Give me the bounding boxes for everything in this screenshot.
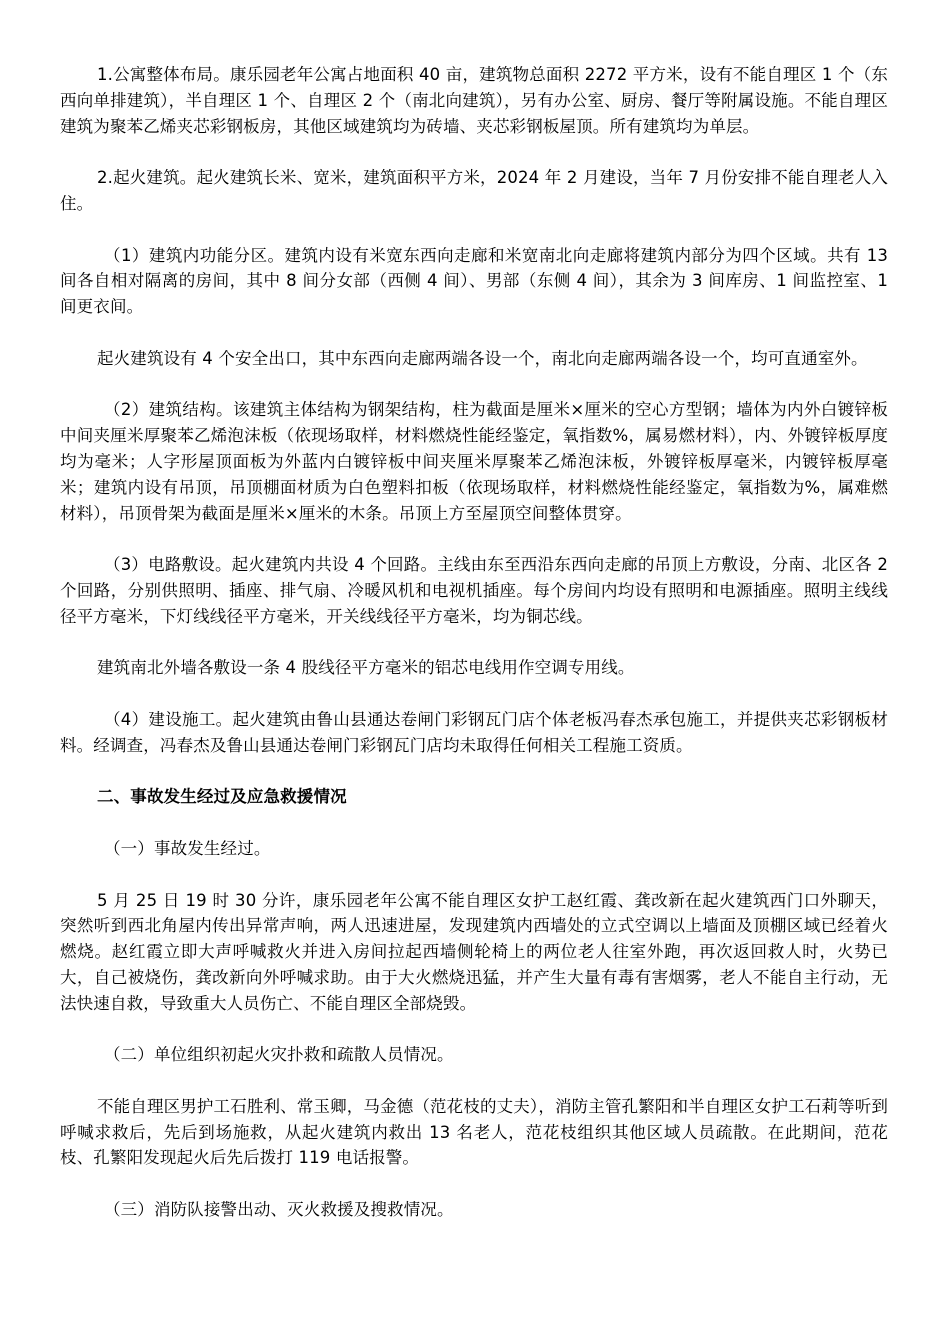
paragraph-accident-process: 5 月 25 日 19 时 30 分许，康乐园老年公寓不能自理区女护工赵红霞、龚改新在起火建筑西门口外聊天，突然听到西北角屋内传出异常声响，两人迅速进屋，发现建筑内西墙处的立式空调以上墙面及顶棚区域已经着火燃烧。赵红霞立即大声呼喊救火并进入房间拉起西墙侧轮椅上的两位老人往室外跑，再次返回救人时，火势已大，自己被烧伤，龚改新向外呼喊求助。由于大火燃烧迅猛，并产生大量有毒有害烟雾，老人不能自主行动，无法快速自救，导致重大人员伤亡、不能自理区全部烧毁。 — [60, 890, 888, 1013]
paragraph-overall-layout: 1.公寓整体布局。康乐园老年公寓占地面积 40 亩，建筑物总面积 2272 平方米，设有不能自理区 1 个（东西向单排建筑），半自理区 1 个、自理区 2 个（南北向建筑），另有办公室、厨房、餐厅等附属设施。不能自理区建筑为聚苯乙烯夹芯彩钢板房，其他区域建筑均为砖墙、夹芯彩钢板屋顶。所有建筑均为单层。 — [60, 65, 888, 136]
document-page — [60, 62, 888, 1249]
paragraph-functional-zones: （1）建筑内功能分区。建筑内设有米宽东西向走廊和米宽南北向走廊将建筑内部分为四个区域。共有 13 间各自相对隔离的房间，其中 8 间分女部（西侧 4 间）、男部（东侧 4 间），其余为 3 间库房、1 间监控室、1 间更衣间。 — [60, 245, 888, 317]
paragraph-construction: （4）建设施工。起火建筑由鲁山县通达卷闸门彩钢瓦门店个体老板冯春杰承包施工，并提供夹芯彩钢板材料。经调查，冯春杰及鲁山县通达卷闸门彩钢瓦门店均未取得任何相关工程施工资质。 — [60, 709, 888, 755]
subheading-initial-response: （二）单位组织初起火灾扑救和疏散人员情况。 — [104, 1045, 454, 1065]
section-heading-accident: 二、事故发生经过及应急救援情况 — [97, 787, 347, 807]
subheading-fire-rescue: （三）消防队接警出动、灭火救援及搜救情况。 — [104, 1200, 454, 1220]
paragraph-ac-wiring: 建筑南北外墙各敷设一条 4 股线径平方毫米的铝芯电线用作空调专用线。 — [97, 658, 635, 678]
paragraph-initial-response: 不能自理区男护工石胜利、常玉卿，马金德（范花枝的丈夫），消防主管孔繁阳和半自理区女护工石莉等听到呼喊求救后，先后到场施救，从起火建筑内救出 13 名老人，范花枝组织其他区域人员疏散。在此期间，范花枝、孔繁阳发现起火后先后拨打 119 电话报警。 — [60, 1096, 888, 1168]
paragraph-building-structure: （2）建筑结构。该建筑主体结构为钢架结构，柱为截面是厘米×厘米的空心方型钢；墙体为内外白镀锌板中间夹厘米厚聚苯乙烯泡沫板（依现场取样，材料燃烧性能经鉴定，氧指数%，属易燃材料），内、外镀锌板厚度均为毫米；人字形屋顶面板为外蓝内白镀锌板中间夹厘米厚聚苯乙烯泡沫板，外镀锌板厚毫米，内镀锌板厚毫米；建筑内设有吊顶，吊顶棚面材质为白色塑料扣板（依现场取样，材料燃烧性能经鉴定，氧指数为%，属难燃材料），吊顶骨架为截面是厘米×厘米的木条。吊顶上方至屋顶空间整体贯穿。 — [60, 400, 888, 523]
paragraph-fire-building: 2.起火建筑。起火建筑长米、宽米，建筑面积平方米，2024 年 2 月建设，当年 7 月份安排不能自理老人入住。 — [60, 168, 888, 213]
subheading-accident-process: （一）事故发生经过。 — [104, 838, 271, 858]
paragraph-safety-exits: 起火建筑设有 4 个安全出口，其中东西向走廊两端各设一个，南北向走廊两端各设一个，均可直通室外。 — [97, 348, 868, 368]
paragraph-wiring: （3）电路敷设。起火建筑内共设 4 个回路。主线由东至西沿东西向走廊的吊顶上方敷设，分南、北区各 2 个回路，分别供照明、插座、排气扇、冷暖风机和电视机插座。每个房间内均设有照明和电源插座。照明主线线径平方毫米，下灯线线径平方毫米，开关线线径平方毫米，均为铜芯线。 — [60, 555, 888, 626]
